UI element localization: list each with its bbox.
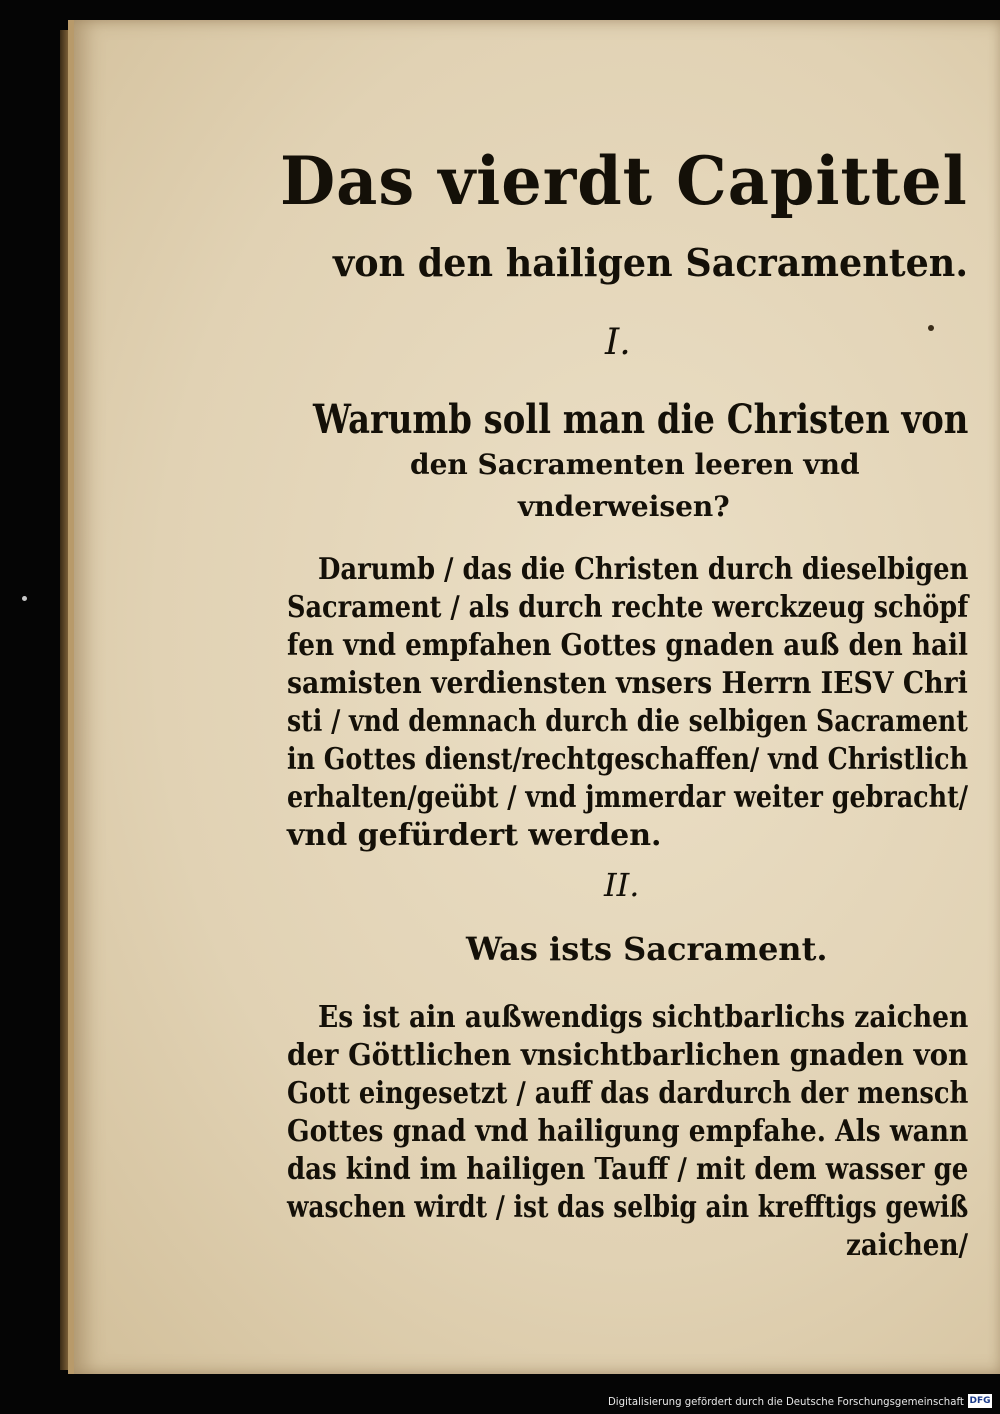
funding-credit: Digitalisierung gefördert durch die Deutsche Forschungsgemeinschaft (608, 1395, 964, 1408)
section-question-line: vnderweisen? (518, 490, 730, 523)
answer-line: das kind im hailigen Tauff / mit dem wasser ge (287, 1152, 969, 1187)
answer-line: Es ist ain außwendigs sichtbarlichs zaichen (318, 1000, 969, 1035)
answer-line: in Gottes dienst/rechtgeschaffen/ vnd Christlich (287, 742, 968, 777)
catchword: zaichen/ (846, 1228, 969, 1263)
answer-line: Gottes gnad vnd hailigung empfahe. Als wann (287, 1114, 969, 1149)
answer-line: vnd gefürdert werden. (287, 818, 662, 853)
answer-line: samisten verdiensten vnsers Herrn IESV Chri (287, 666, 968, 701)
section-number: I. (605, 322, 631, 363)
answer-line: der Göttlichen vnsichtbarlichen gnaden von (287, 1038, 969, 1073)
answer-line: fen vnd empfahen Gottes gnaden auß den hail (287, 628, 968, 663)
answer-line: erhalten/geübt / vnd jmmerdar weiter gebracht/ (287, 780, 969, 815)
section-number: II. (604, 866, 640, 904)
dfg-logo: DFG (969, 1396, 991, 1406)
chapter-subtitle: von den hailigen Sacramenten. (333, 240, 969, 285)
chapter-title: Das vierdt Capittel (280, 142, 968, 220)
section-question-line: Warumb soll man die Christen von (313, 396, 969, 443)
answer-line: Darumb / das die Christen durch dieselbigen (318, 552, 969, 587)
answer-line: Sacrament / als durch rechte werckzeug schöpf (287, 590, 969, 625)
section-question-line: den Sacramenten leeren vnd (410, 448, 860, 481)
answer-line: sti / vnd demnach durch die selbigen Sacrament (287, 704, 968, 739)
answer-line: waschen wirdt / ist das selbig ain krefftigs gewiß (287, 1190, 969, 1225)
answer-line: Gott eingesetzt / auff das dardurch der mensch (287, 1076, 969, 1111)
section-question: Was ists Sacrament. (466, 930, 828, 968)
